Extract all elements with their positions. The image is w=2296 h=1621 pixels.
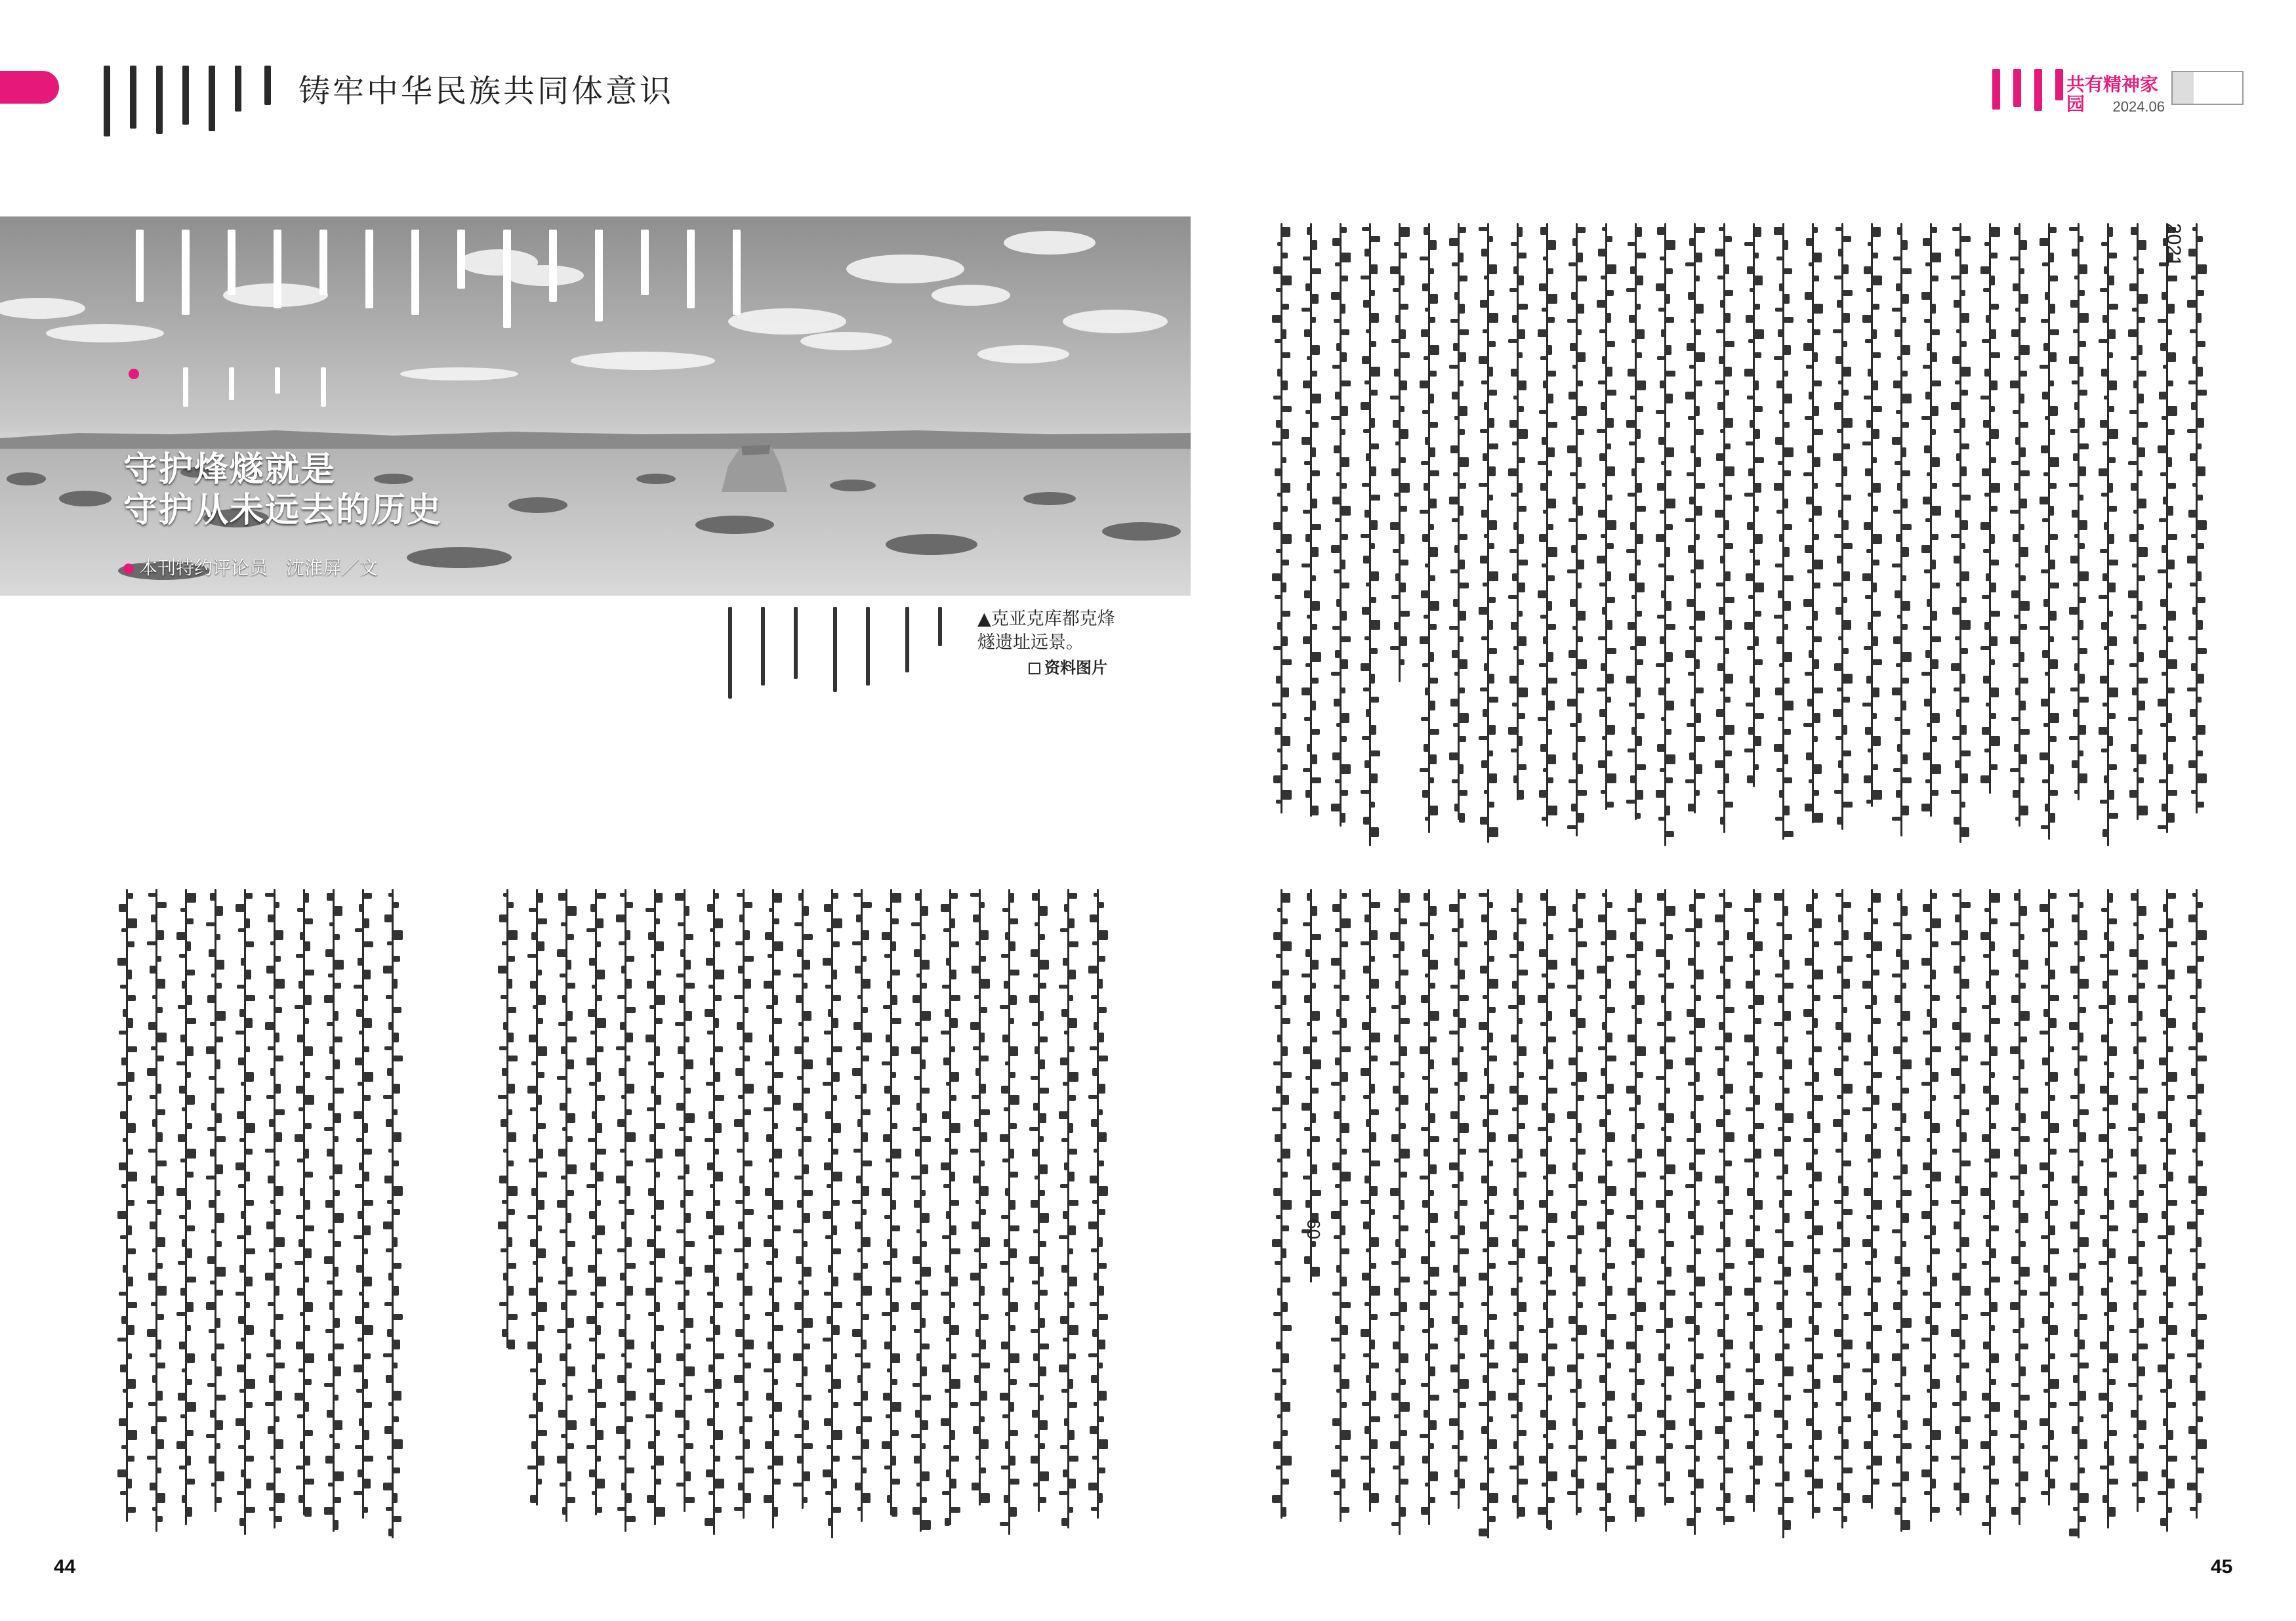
inline-number: 60 xyxy=(1303,1219,1324,1240)
headline xyxy=(123,449,442,531)
inline-year: 2021 xyxy=(2163,223,2184,267)
header-mongolian-title-left-3 xyxy=(151,66,168,138)
photo-credit xyxy=(1029,655,1107,678)
page-number-right: 45 xyxy=(2211,1556,2233,1578)
byline xyxy=(123,554,378,580)
byline-marker-dot xyxy=(129,369,139,379)
headline-line-2: 守护从未远去的历史 xyxy=(123,491,443,530)
header-date: 2024.06 xyxy=(2112,98,2165,115)
photo-credit-text: 资料图片 xyxy=(1044,659,1107,677)
byline-dot-icon xyxy=(123,564,134,574)
magazine-logo-icon xyxy=(2171,71,2244,105)
section-tab xyxy=(0,71,59,104)
header-mongolian-title-left xyxy=(98,66,115,138)
header-mongolian-title-left-6 xyxy=(230,66,247,138)
header-mongolian-title-left-4 xyxy=(177,66,194,138)
header-mongolian-title-left-7 xyxy=(259,66,276,138)
headline-line-1: 守护烽燧就是 xyxy=(123,450,337,489)
byline-text: 本刊特约评论员 沈淮屏／文 xyxy=(139,557,379,579)
header-mongolian-title-left-2 xyxy=(125,66,142,138)
header-mongolian-title-left-5 xyxy=(203,66,220,138)
photo-caption: ▲克亚克库都克烽燧遗址远景。 xyxy=(977,609,1115,653)
header-title-right: 共有精神家园 xyxy=(2066,74,2159,114)
credit-square-icon xyxy=(1029,663,1040,674)
page-number-left: 44 xyxy=(54,1556,76,1578)
header-title-left: 铸牢中华民族共同体意识 xyxy=(298,73,674,110)
